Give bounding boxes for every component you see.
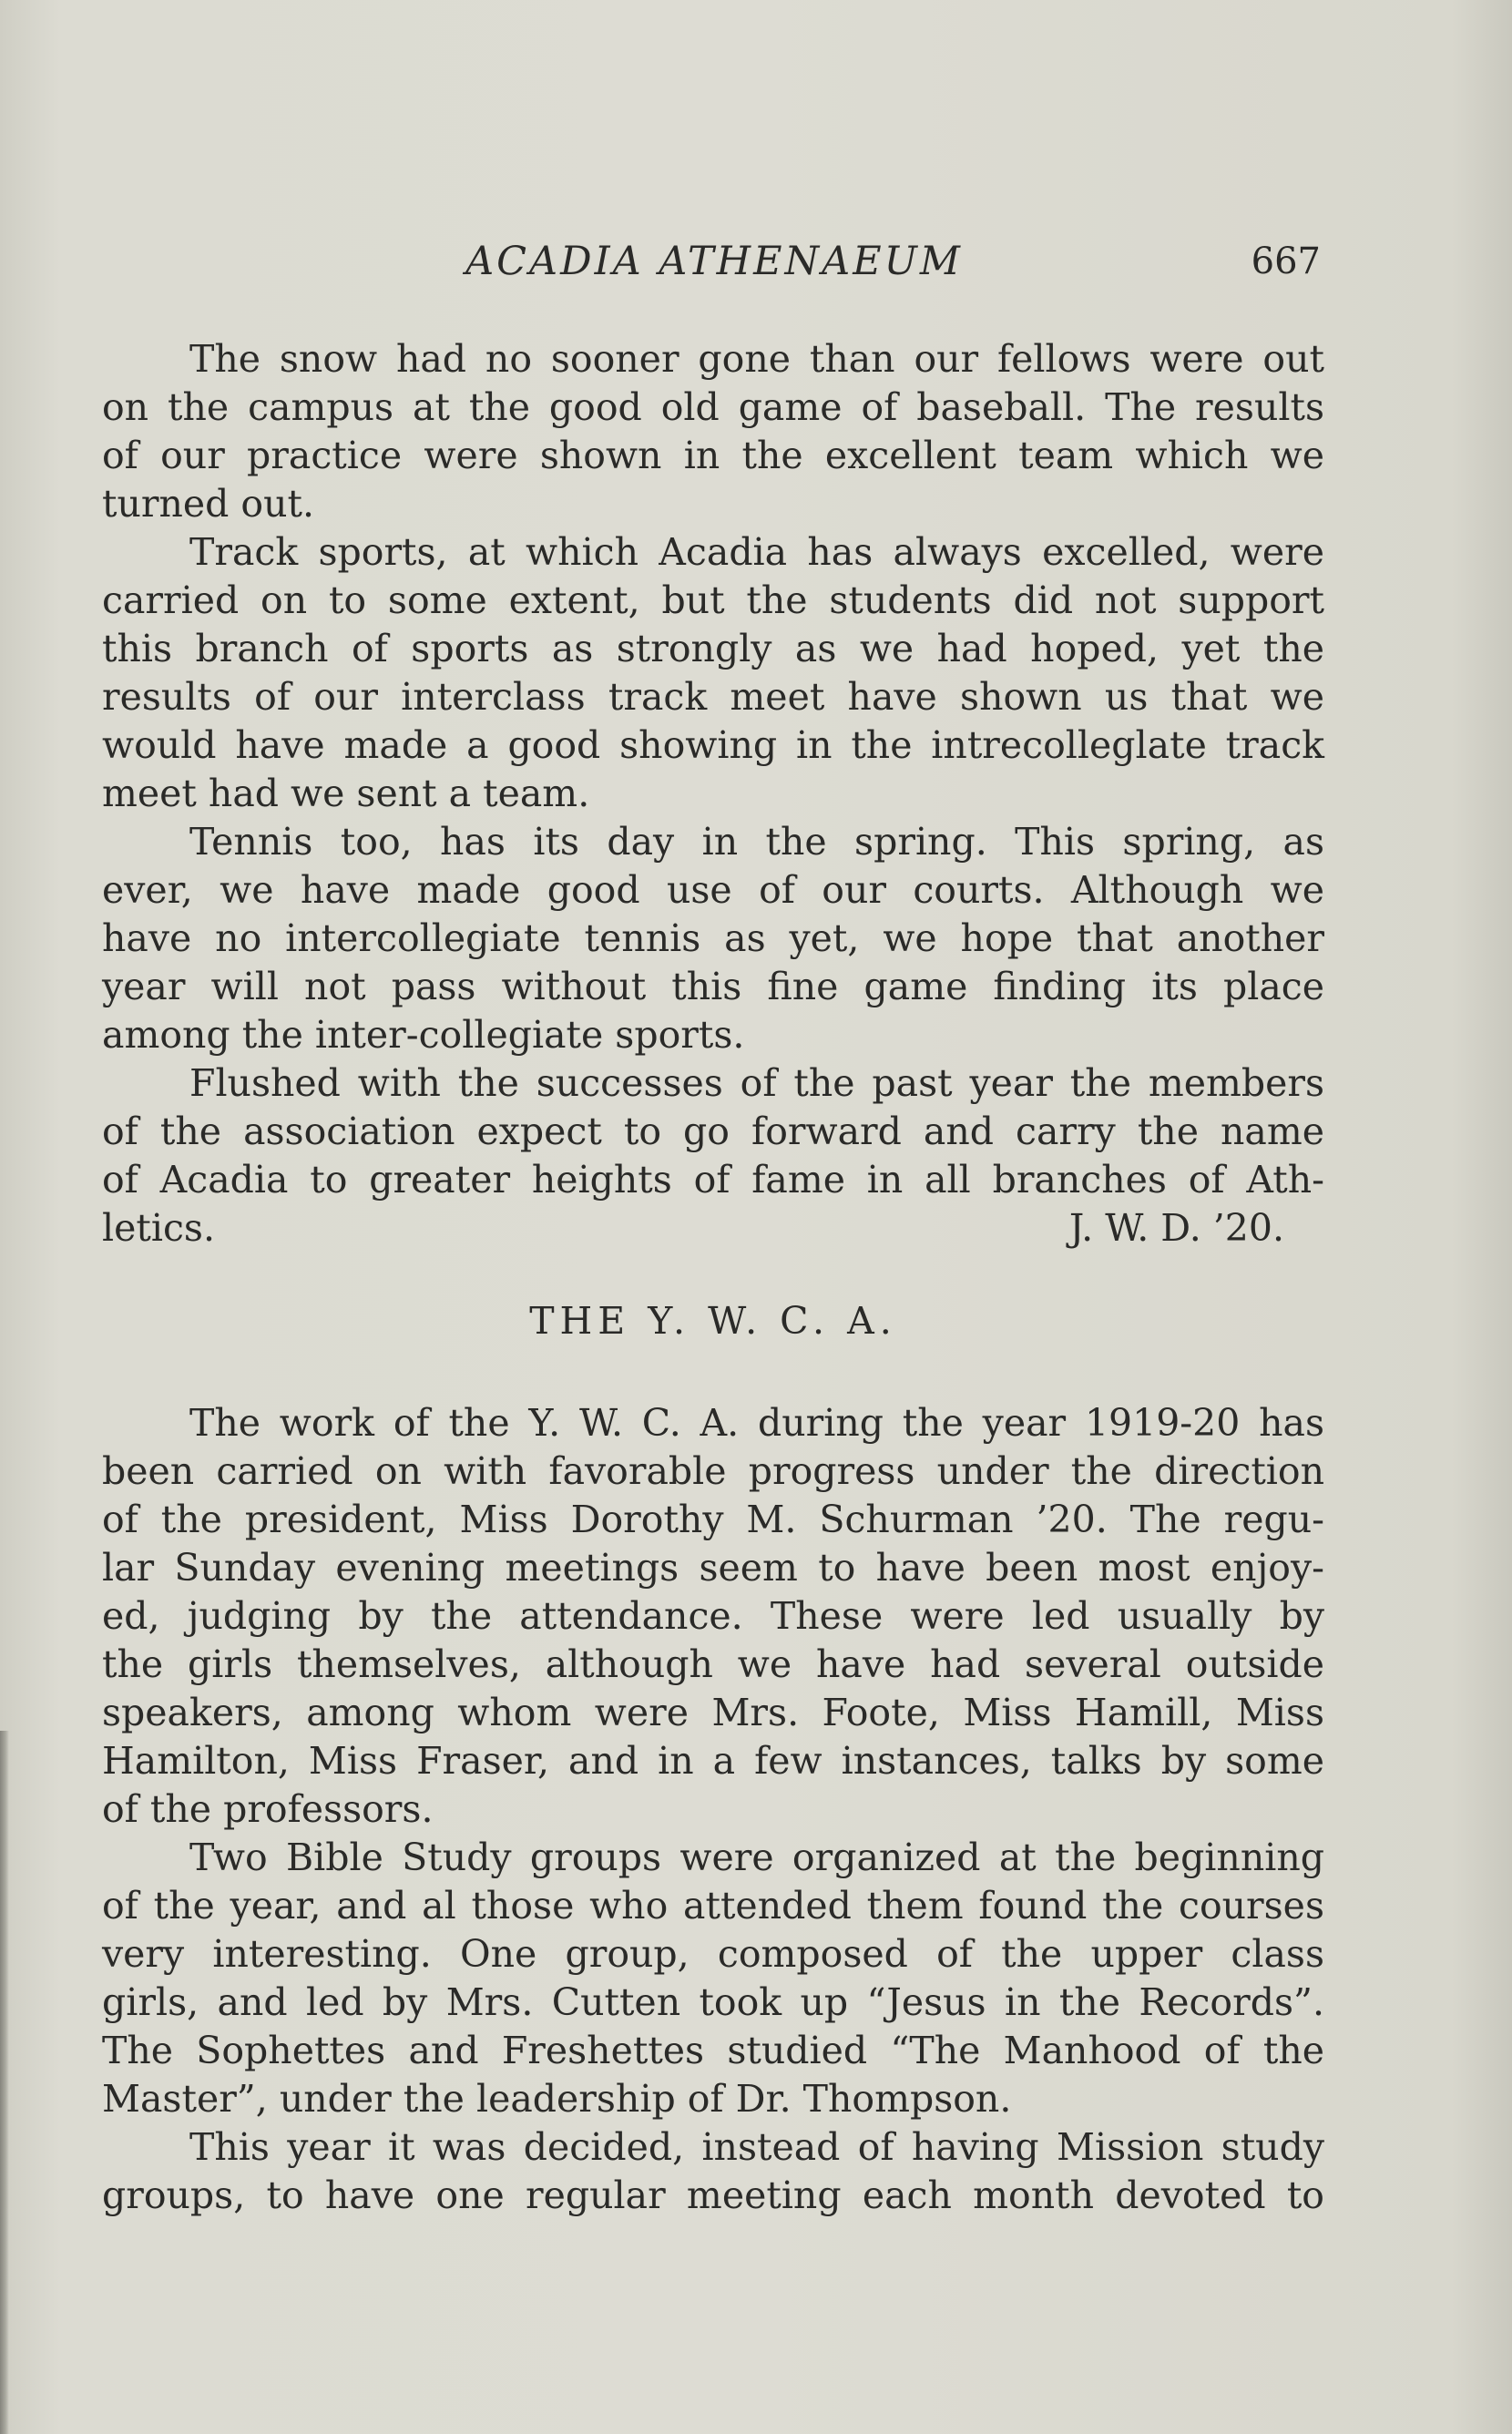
text-line: girls, and led by Mrs. Cutten took up “Jesus in the Records”. [102,1980,1324,2024]
text-line: ed, judging by the attendance. These were led usually by [102,1594,1324,1638]
text-line: of the professors. [102,1787,434,1831]
page-number: 667 [1251,240,1321,282]
text-line: year will not pass without this fine game finding its place [102,965,1324,1008]
text-line: letics. [102,1206,216,1250]
text-line: been carried on with favorable progress under the direction [102,1449,1324,1493]
text-line: groups, to have one regular meeting each month devoted to [102,2173,1324,2217]
section-heading-ywca: THE Y. W. C. A. [529,1299,897,1343]
text-line: among the inter-collegiate sports. [102,1013,745,1057]
text-line: of our practice were shown in the excellent team which we [102,434,1324,477]
text-line: ever, we have made good use of our courts. Although we [102,868,1324,912]
text-line: on the campus at the good old game of baseball. The results [102,385,1324,429]
text-line: Flushed with the successes of the past year the members [189,1061,1324,1105]
text-line: very interesting. One group, composed of the upper class [102,1932,1324,1976]
text-line: lar Sunday evening meetings seem to have been most enjoy- [102,1546,1324,1590]
author-signature: J. W. D. ’20. [1068,1206,1284,1250]
text-line: of the president, Miss Dorothy M. Schurman ’20. The regu- [102,1498,1324,1541]
text-line: Tennis too, has its day in the spring. This spring, as [189,820,1324,864]
text-line: of the year, and al those who attended them found the courses [102,1884,1324,1928]
text-line: Master”, under the leadership of Dr. Thompson. [102,2077,1012,2121]
text-line: speakers, among whom were Mrs. Foote, Miss Hamill, Miss [102,1691,1324,1734]
text-line: turned out. [102,482,315,526]
text-line: meet had we sent a team. [102,772,590,815]
text-line: results of our interclass track meet have shown us that we [102,675,1324,719]
text-line: Hamilton, Miss Fraser, and in a few instances, talks by some [102,1739,1324,1783]
binding-shadow [0,1731,9,2434]
journal-title: ACADIA ATHENAEUM [465,239,963,284]
text-line: carried on to some extent, but the students did not support [102,578,1324,622]
text-line: The Sophettes and Freshettes studied “The Manhood of the [102,2029,1324,2072]
closing-line [102,1204,1324,1253]
text-line: this branch of sports as strongly as we had hoped, yet the [102,627,1324,670]
text-line: of the association expect to go forward and carry the name [102,1110,1324,1153]
text-line: have no intercollegiate tennis as yet, we hope that another [102,916,1324,960]
text-line: This year it was decided, instead of having Mission study [189,2125,1324,2169]
ywca-section [102,1399,1324,2220]
text-line: Track sports, at which Acadia has always excelled, were [189,530,1324,574]
text-line: The work of the Y. W. C. A. during the year 1919-20 has [189,1401,1324,1445]
running-head [107,239,1321,297]
text-line: would have made a good showing in the intrecolleglate track [102,723,1324,767]
text-line: of Acadia to greater heights of fame in all branches of Ath- [102,1158,1324,1202]
text-line: Two Bible Study groups were organized at the beginning [189,1836,1324,1879]
text-line: the girls themselves, although we have had several outside [102,1642,1324,1686]
text-line: The snow had no sooner gone than our fellows were out [189,337,1324,381]
athletics-section [102,335,1324,1253]
